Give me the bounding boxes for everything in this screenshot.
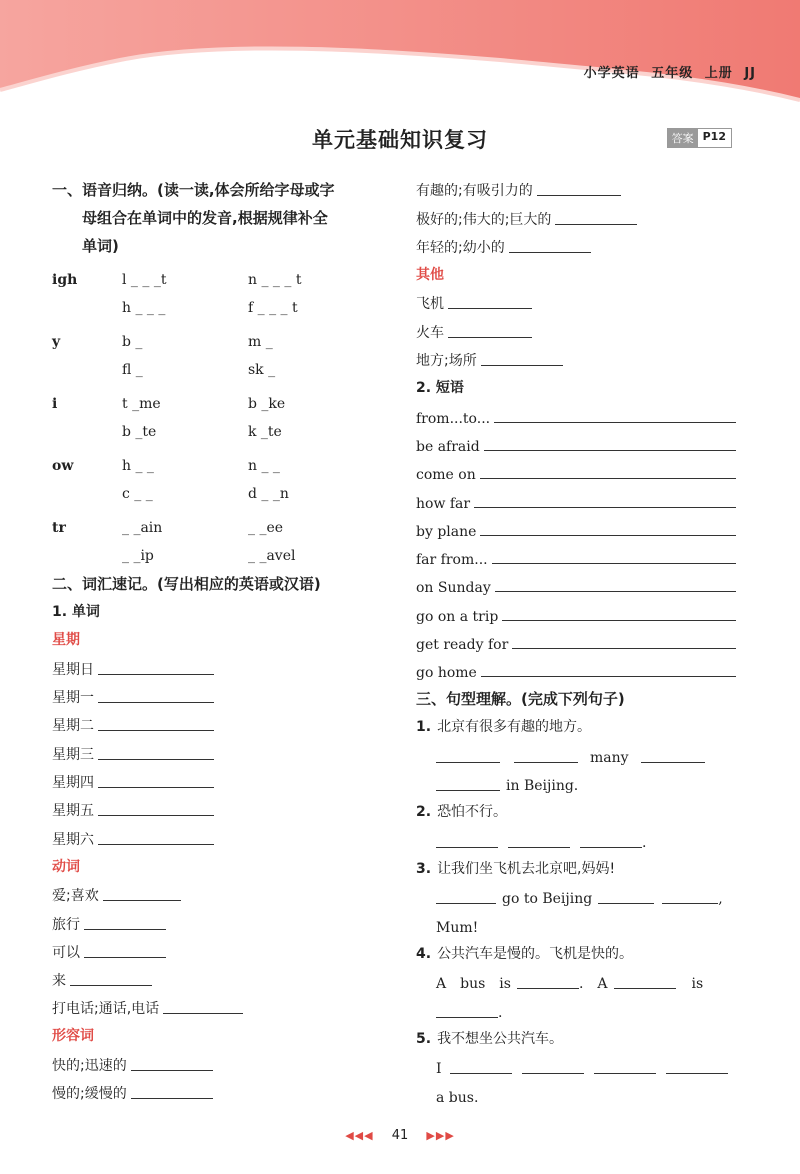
phonics-row: h _ _ _ f _ _ _ t	[122, 300, 298, 316]
phrase-row: on Sunday	[416, 572, 736, 600]
page-footer	[0, 1128, 800, 1143]
answer-line: A bus is . A is	[436, 976, 704, 993]
answer-blank[interactable]	[474, 507, 736, 508]
answer-line: .	[416, 827, 736, 855]
answer-blank[interactable]	[480, 535, 736, 536]
answer-blank[interactable]	[448, 308, 532, 309]
vocab-row: 打电话;通话,电话	[52, 994, 382, 1022]
prev-arrows-icon: ◀◀◀	[345, 1129, 374, 1142]
answer-blank[interactable]	[512, 648, 736, 649]
answer-blank[interactable]	[492, 563, 736, 564]
answer-blank[interactable]	[98, 702, 214, 703]
answer-blank[interactable]	[666, 1073, 728, 1074]
answer-line: go to Beijing ,	[416, 883, 736, 911]
answer-blank[interactable]	[484, 450, 736, 451]
answer-blank[interactable]	[481, 365, 563, 366]
answer-blank[interactable]	[98, 815, 214, 816]
phonics-row: ow h _ _ n _ _	[52, 458, 280, 474]
vocab-row: 爱;喜欢	[52, 881, 382, 909]
vocab-row: 火车	[416, 317, 736, 345]
question-5: 5. 我不想坐公共汽车。	[416, 1030, 564, 1047]
page-number: 41	[391, 1128, 409, 1143]
answer-blank[interactable]	[98, 759, 214, 760]
phrase-row: be afraid	[416, 431, 736, 459]
vocab-row: 星期日	[52, 655, 382, 683]
answer-blank[interactable]	[641, 762, 705, 763]
section1-title: 一、语音归纳。(读一读,体会所给字母或字 母组合在单词中的发音,根据规律补全 单词)	[52, 181, 335, 255]
answer-blank[interactable]	[84, 929, 166, 930]
answer-blank[interactable]	[131, 1070, 213, 1071]
vocab-row: 有趣的;有吸引力的	[416, 176, 736, 204]
verbs-heading: 动词	[52, 858, 80, 875]
answer-blank[interactable]	[494, 422, 736, 423]
volume: 上册	[704, 66, 733, 81]
phonics-row: igh l _ _ _t n _ _ _ t	[52, 272, 302, 288]
section3-title: 三、句型理解。(完成下列句子)	[416, 690, 625, 709]
answer-line: in Beijing.	[416, 770, 736, 798]
answer-blank[interactable]	[70, 985, 152, 986]
answer-blank[interactable]	[614, 988, 676, 989]
answer-blank[interactable]	[450, 1073, 512, 1074]
answer-blank[interactable]	[448, 337, 532, 338]
answer-blank[interactable]	[514, 762, 578, 763]
answer-blank[interactable]	[509, 252, 591, 253]
answer-line: Mum!	[436, 919, 479, 936]
answer-blank[interactable]	[436, 1017, 498, 1018]
answer-blank[interactable]	[495, 591, 736, 592]
question-3: 3. 让我们坐飞机去北京吧,妈妈!	[416, 860, 616, 877]
answer-line: a bus.	[436, 1089, 479, 1106]
answer-blank[interactable]	[502, 620, 736, 621]
phonics-row: _ _ip _ _avel	[122, 548, 296, 564]
answer-blank[interactable]	[580, 847, 642, 848]
answer-blank[interactable]	[517, 988, 579, 989]
phonics-row: y b _ m _	[52, 334, 273, 350]
answer-blank[interactable]	[537, 195, 621, 196]
answer-blank[interactable]	[508, 847, 570, 848]
vocab-row: 旅行	[52, 909, 382, 937]
phonics-row: fl _ sk _	[122, 362, 276, 378]
grade: 五年级	[651, 66, 694, 81]
answer-blank[interactable]	[98, 730, 214, 731]
phonics-row: tr _ _ain _ _ee	[52, 520, 284, 536]
vocab-row: 星期四	[52, 768, 382, 796]
answer-blank[interactable]	[481, 676, 736, 677]
weekdays-heading: 星期	[52, 632, 80, 649]
answer-blank[interactable]	[103, 900, 181, 901]
answer-line: I	[416, 1053, 736, 1081]
vocab-row: 快的;迅速的	[52, 1051, 382, 1079]
adjectives-heading: 形容词	[52, 1028, 94, 1045]
phrase-row: far from...	[416, 544, 736, 572]
question-4: 4. 公共汽车是慢的。飞机是快的。	[416, 945, 634, 962]
answer-blank[interactable]	[163, 1013, 243, 1014]
question-2: 2. 恐怕不行。	[416, 804, 508, 821]
answer-blank[interactable]	[598, 903, 654, 904]
vocab-row: 极好的;伟大的;巨大的	[416, 204, 736, 232]
answer-blank[interactable]	[594, 1073, 656, 1074]
answer-blank[interactable]	[98, 674, 214, 675]
phrase-row: by plane	[416, 516, 736, 544]
header-banner	[0, 0, 800, 110]
phrase-row: go on a trip	[416, 600, 736, 628]
answer-blank[interactable]	[436, 903, 496, 904]
phrase-row: go home	[416, 657, 736, 685]
vocab-row: 星期三	[52, 739, 382, 767]
answer-page: P12	[702, 130, 726, 143]
phrase-row: come on	[416, 459, 736, 487]
vocab-row: 星期二	[52, 711, 382, 739]
phrase-row: from...to...	[416, 402, 736, 430]
answer-label: 答案	[668, 129, 698, 147]
answer-blank[interactable]	[480, 478, 736, 479]
vocab-row: 星期五	[52, 796, 382, 824]
phonics-row: i t _me b _ke	[52, 396, 286, 412]
right-column	[416, 176, 736, 1110]
phonics-row: b _te k _te	[122, 424, 282, 440]
page-title: 单元基础知识复习	[312, 128, 488, 152]
answer-blank[interactable]	[522, 1073, 584, 1074]
answer-blank[interactable]	[98, 787, 214, 788]
phonics-row: c _ _ d _ _n	[122, 486, 289, 502]
vocab-row: 年轻的;幼小的	[416, 233, 736, 261]
phrase-row: get ready for	[416, 629, 736, 657]
book-meta	[584, 62, 756, 81]
phrase-row: how far	[416, 487, 736, 515]
phrases-heading: 2. 短语	[416, 380, 464, 397]
vocab-row: 星期六	[52, 824, 382, 852]
answer-blank[interactable]	[84, 957, 166, 958]
vocab-row: 星期一	[52, 683, 382, 711]
answer-blank[interactable]	[131, 1098, 213, 1099]
words-heading: 1. 单词	[52, 604, 100, 620]
subject: 小学英语	[583, 66, 640, 81]
phonics-table	[52, 266, 382, 570]
next-arrows-icon: ▶▶▶	[426, 1129, 455, 1142]
other-heading: 其他	[416, 266, 444, 283]
answer-tag	[667, 128, 732, 148]
answer-blank[interactable]	[98, 844, 214, 845]
answer-line: many	[416, 742, 736, 770]
left-column	[52, 176, 382, 1107]
answer-blank[interactable]	[436, 790, 500, 791]
vocab-row: 飞机	[416, 289, 736, 317]
vocab-row: 慢的;缓慢的	[52, 1079, 382, 1107]
question-1: 1. 北京有很多有趣的地方。	[416, 719, 592, 736]
vocab-row: 地方;场所	[416, 346, 736, 374]
vocab-row: 可以	[52, 938, 382, 966]
answer-blank[interactable]	[662, 903, 718, 904]
section2-title: 二、词汇速记。(写出相应的英语或汉语)	[52, 575, 321, 593]
answer-blank[interactable]	[436, 847, 498, 848]
answer-blank[interactable]	[555, 224, 637, 225]
edition: JJ	[744, 66, 756, 81]
vocab-row: 来	[52, 966, 382, 994]
answer-line: .	[416, 996, 736, 1024]
answer-blank[interactable]	[436, 762, 500, 763]
